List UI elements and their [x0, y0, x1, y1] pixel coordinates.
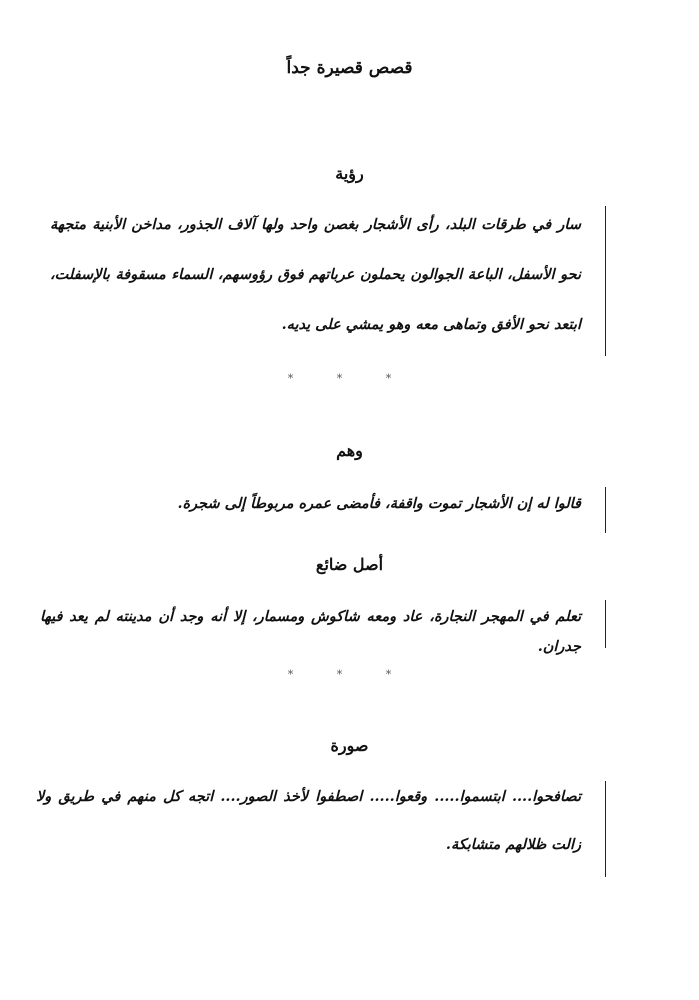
story-block-wahm: [50, 487, 606, 533]
story-text-asl-dai: تعلم في المهجر النجارة، عاد ومعه شاكوش ومسمار، إلا أنه وجد أن مدينته لم يعد فيها جدران.: [40, 608, 581, 655]
separator-2: * * *: [287, 668, 412, 681]
story-title-wahm: وهم: [336, 441, 363, 460]
story-text-sura: تصافحوا.... ابتسموا..... وقعوا..... اصطفوا لأخذ الصور.... اتجه كل منهم في طريق ولا زالت ظلالهم متشابكة.: [36, 788, 581, 853]
story-title-asl-dai: أصل ضائع: [315, 555, 384, 574]
story-block-asl-dai: [40, 600, 606, 655]
document-title: قصص قصيرة جداً: [286, 58, 413, 78]
story-title-ruya: رؤية: [335, 164, 364, 183]
separator-1: * * *: [287, 372, 412, 385]
story-title-sura: صورة: [330, 736, 369, 755]
story-text-ruya: سار في طرقات البلد، رأى الأشجار بغصن واحد ولها آلاف الجذور، مداخن الأبنية متجهة نحو الأسفل، الباعة الجوالون يحملون عرباتهم فوق رؤوسهم، السماء مسقوفة بالإسفلت، ابتعد نحو الأفق وتماهى معه وهو يمشي على يديه.: [50, 216, 581, 333]
story-block-sura: [36, 781, 606, 877]
story-block-ruya: [50, 206, 606, 356]
story-text-wahm: قالوا له إن الأشجار تموت واقفة، فأمضى عمره مربوطاً إلى شجرة.: [177, 495, 581, 512]
